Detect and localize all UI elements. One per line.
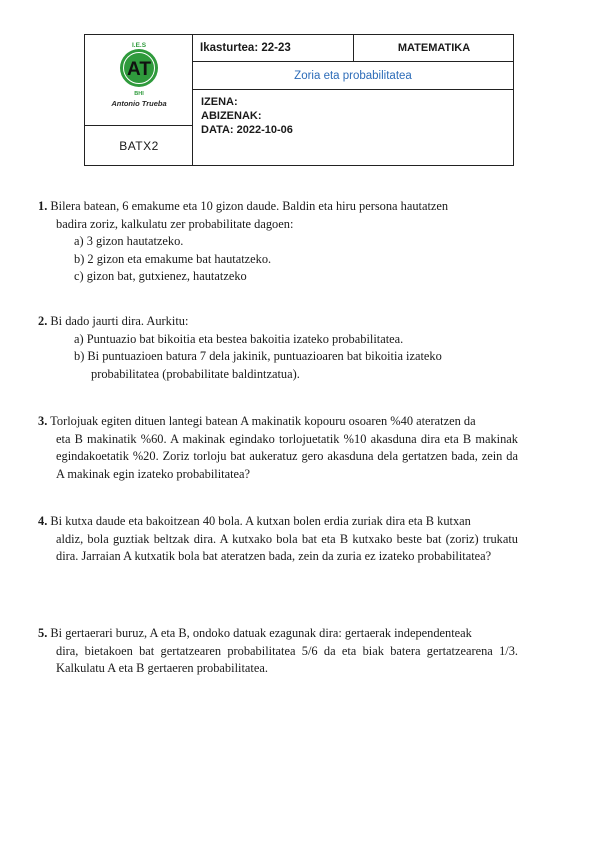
question-4 xyxy=(38,513,518,566)
question-text: eta B makinatik %60. A makinak egindako torlojuetatik %10 akasduna dira eta B makinak egindakoetatik %20. Zoriz torloju bat aukeratuz gero akasduna dela gertatzen bada, zein da A makinak egin izateko probabilitatea? xyxy=(56,431,518,481)
subject-label: MATEMATIKA xyxy=(397,42,471,54)
school-logo-emblem xyxy=(85,35,193,99)
date-field: DATA: 2022-10-06 xyxy=(201,124,293,136)
logo-bhi-text: BHI xyxy=(134,91,144,97)
question-text: badira zoriz, kalkulatu zer probabilitate dagoen: xyxy=(56,216,294,231)
question-text: Bi dado jaurti dira. Aurkitu: xyxy=(50,314,189,328)
option-item: b) Bi puntuazioen batura 7 dela jakinik, puntuazioaren bat bikoitia izateko xyxy=(74,349,442,363)
question-number: 4. xyxy=(38,514,48,528)
option-item: probabilitatea (probabilitate baldintzatua). xyxy=(91,366,300,381)
question-text: Bi kutxa daude eta bakoitzean 40 bola. A kutxan bolen erdia zuriak dira eta B kutxan xyxy=(50,514,471,528)
topic-title: Zoria eta probabilitatea xyxy=(294,69,412,82)
question-5 xyxy=(38,625,518,678)
header-table xyxy=(84,34,514,166)
school-name: Antonio Trueba xyxy=(111,99,167,108)
question-number: 5. xyxy=(38,626,48,640)
option-item: a) Puntuazio bat bikoitia eta bestea bakoitia izateko probabilitatea. xyxy=(74,331,404,346)
question-text: Bi gertaerari buruz, A eta B, ondoko datuak ezagunak dira: gertaerak independenteak xyxy=(50,626,472,640)
option-item: a) 3 gizon hautatzeko. xyxy=(74,234,184,248)
option-item: c) gizon bat, gutxienez, hautatzeko xyxy=(74,269,247,283)
question-text: dira, bietakoen bat gertatzearen probabilitatea 5/6 da eta biak batera gertatzearena 1/3. Kalkulatu A eta B gertaeren probabilitatea. xyxy=(56,643,518,675)
course-year: Ikasturtea: 22-23 xyxy=(200,42,291,54)
logo-letters: AT xyxy=(127,59,151,80)
question-text: aldiz, bola guztiak beltzak dira. A kutxako bola bat eta B kutxako beste bat (zoriz) trukatu dira. Jarraian A kutxatik bola bat ateratzen bada, zein da zuria ez izateko probabilitatea? xyxy=(56,531,518,563)
student-fields xyxy=(201,95,293,137)
question-number: 1. xyxy=(38,199,48,213)
name-field-label: IZENA: xyxy=(201,96,238,108)
question-text: Torlojuak egiten dituen lantegi batean A makinatik kopouru osoaren %40 ateratzen da xyxy=(50,414,476,428)
group-label: BATX2 xyxy=(119,139,159,153)
logo-ies-text: I.E.S xyxy=(131,42,147,49)
option-item: b) 2 gizon eta emakume bat hautatzeko. xyxy=(74,251,272,266)
question-2 xyxy=(38,313,518,383)
question-3 xyxy=(38,413,518,483)
question-1 xyxy=(38,198,518,286)
question-number: 3. xyxy=(38,414,48,428)
school-logo xyxy=(85,35,193,125)
question-number: 2. xyxy=(38,314,48,328)
question-text: Bilera batean, 6 emakume eta 10 gizon daude. Baldin eta hiru persona hautatzen xyxy=(50,199,449,213)
surname-field-label: ABIZENAK: xyxy=(201,110,262,122)
